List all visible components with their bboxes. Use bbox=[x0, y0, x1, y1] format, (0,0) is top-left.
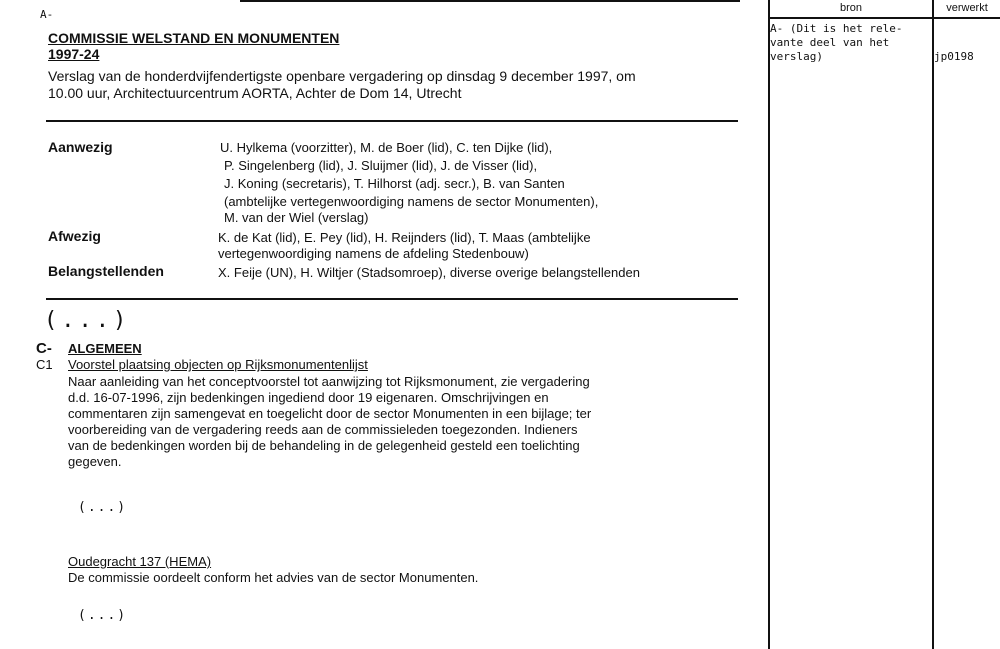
document-number: 1997-24 bbox=[48, 46, 100, 62]
intro-line-1: Verslag van de honderdvijfendertigste openbare vergadering op dinsdag 9 december 1997, om bbox=[48, 68, 636, 84]
stakeholders-line-1: X. Feije (UN), H. Wiltjer (Stadsomroep), diverse overige belangstellenden bbox=[218, 265, 640, 280]
present-line-2: P. Singelenberg (lid), J. Sluijmer (lid), J. de Visser (lid), bbox=[224, 158, 538, 173]
top-rule-left bbox=[240, 0, 740, 2]
present-line-4: (ambtelijke vertegenwoordiging namens de sector Monumenten), bbox=[224, 194, 599, 209]
section-mark: C- bbox=[36, 340, 52, 357]
bron-column-header: bron bbox=[839, 2, 863, 14]
bron-note-line-3: verslag) bbox=[770, 50, 823, 63]
absent-line-1: K. de Kat (lid), E. Pey (lid), H. Reijnders (lid), T. Maas (ambtelijke bbox=[218, 230, 591, 245]
subsection-body-line-3: commentaren zijn samengevat en toegelicht door de sector Monumenten in een bijlage; ter bbox=[68, 406, 592, 421]
margin-column-divider bbox=[932, 0, 934, 649]
absent-label: Afwezig bbox=[48, 228, 101, 244]
margin-header-rule bbox=[768, 17, 1000, 19]
intro-line-2: 10.00 uur, Architectuurcentrum AORTA, Achter de Dom 14, Utrecht bbox=[48, 85, 462, 101]
absent-line-2: vertegenwoordiging namens de afdeling Stedenbouw) bbox=[218, 246, 529, 261]
section-title: ALGEMEEN bbox=[68, 341, 142, 356]
margin-left-border bbox=[768, 0, 770, 649]
corner-mark: A- bbox=[40, 8, 54, 21]
bron-note-line-1: A- (Dit is het rele- bbox=[770, 22, 903, 35]
present-line-1: U. Hylkema (voorzitter), M. de Boer (lid), C. ten Dijke (lid), bbox=[220, 140, 553, 155]
rule-above-attendance bbox=[46, 120, 738, 122]
verwerkt-note: jp0198 bbox=[934, 50, 974, 63]
subsection-body-line-4: voorbereiding van de vergadering reeds aan de commissieleden toegezonden. Indieners bbox=[68, 422, 578, 437]
bron-note-line-2: vante deel van het bbox=[770, 36, 890, 49]
stakeholders-label: Belangstellenden bbox=[48, 263, 164, 279]
subsection-title: Voorstel plaatsing objecten op Rijksmonumentenlijst bbox=[68, 357, 368, 372]
subsection-body-line-1: Naar aanleiding van het conceptvoorstel tot aanwijzing tot Rijksmonument, zie vergadering bbox=[68, 374, 590, 389]
rule-below-attendance bbox=[46, 298, 738, 300]
present-label: Aanwezig bbox=[48, 139, 113, 155]
ellipsis-2: (...) bbox=[78, 608, 128, 623]
handwritten-ellipsis: (...) bbox=[44, 308, 131, 333]
verwerkt-column-header: verwerkt bbox=[946, 2, 988, 14]
document-heading: COMMISSIE WELSTAND EN MONUMENTEN bbox=[48, 30, 340, 46]
present-line-3: J. Koning (secretaris), T. Hilhorst (adj. secr.), B. van Santen bbox=[224, 176, 565, 191]
subsection-mark: C1 bbox=[36, 357, 53, 372]
ellipsis-1: (...) bbox=[78, 500, 128, 515]
subsection-body-line-6: gegeven. bbox=[68, 454, 122, 469]
item-body: De commissie oordeelt conform het advies van de sector Monumenten. bbox=[68, 570, 479, 585]
subsection-body-line-2: d.d. 16-07-1996, zijn bedenkingen ingediend door 19 eigenaren. Omschrijvingen en bbox=[68, 390, 549, 405]
item-title: Oudegracht 137 (HEMA) bbox=[68, 554, 212, 569]
subsection-body-line-5: van de bedenkingen worden bij de behandeling in de gelegenheid gesteld een toelichting bbox=[68, 438, 580, 453]
present-line-5: M. van der Wiel (verslag) bbox=[224, 210, 369, 225]
